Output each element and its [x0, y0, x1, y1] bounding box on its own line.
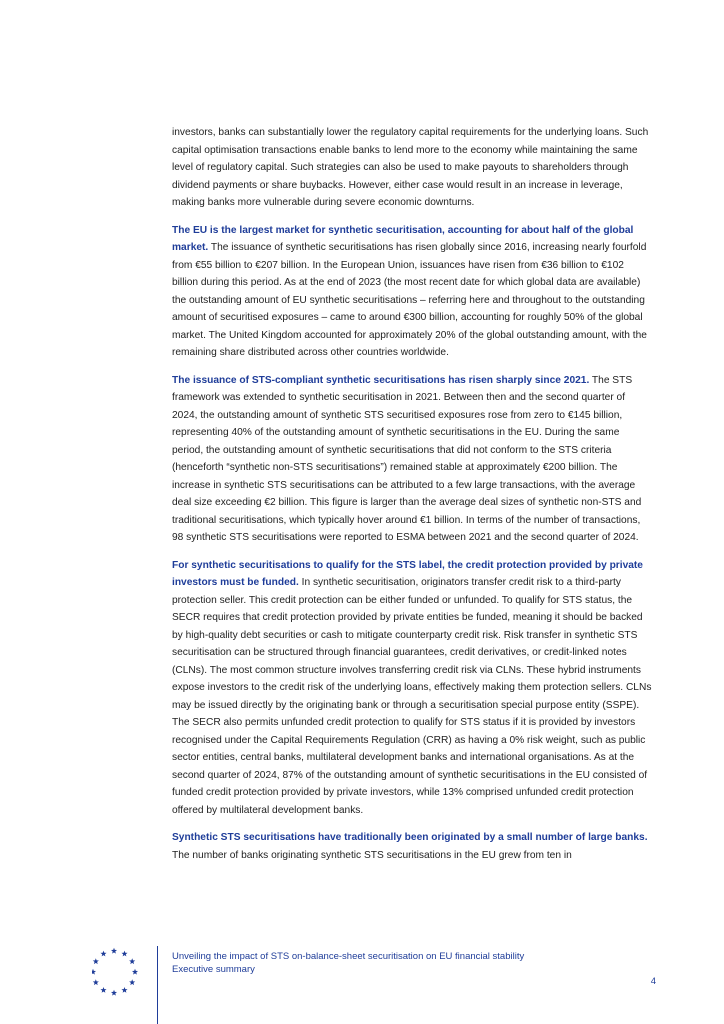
paragraph-1: [172, 124, 652, 212]
paragraph-lead: The issuance of STS-compliant synthetic securitisations has risen sharply since 2021.: [172, 374, 590, 386]
paragraph-3: [172, 372, 652, 547]
paragraph-text: The issuance of synthetic securitisations has risen globally since 2016, increasing nearly fourfold from €55 billion to €207 billion. In the European Union, issuances have risen from €36 billion to €102 billion during this period. As at the end of 2023 (the most recent date for which global data are available) the outstanding amount of EU synthetic securitisations – referring here and throughout to the outstanding amount of securitised exposures – came to around €300 billion, accounting for roughly 50% of the global market. The United Kingdom accounted for approximately 20% of the global outstanding amount, with the remaining share distributed across other countries worldwide.: [172, 242, 647, 358]
footer-divider: [157, 946, 158, 1024]
star-icon: [129, 979, 135, 985]
footer-title: Unveiling the impact of STS on-balance-sheet securitisation on EU financial stability: [172, 951, 525, 962]
paragraph-text: In synthetic securitisation, originators transfer credit risk to a third-party protection seller. This credit protection can be either funded or unfunded. To qualify for STS status, the SECR requires that credit protection provided by private entities be funded, meaning it should be backed by high-quality debt securities or cash to mitigate counterparty credit risk. Risk transfer in synthetic STS securitisation can be structured through financial guarantees, credit derivatives, or credit-linked notes (CLNs). The most common structure involves transferring credit risk via CLNs. These hybrid instruments expose investors to the credit risk of the underlying loans, effectively making them protection sellers. CLNs may be issued directly by the originating bank or through a securitisation special purpose entity (SSPE). The SECR also permits unfunded credit protection to qualify for STS status if it is provided by investors recognised under the Capital Requirements Regulation (CRR) as having a 0% risk weight, such as public sector entities, central banks, multilateral development banks and international organisations. As at the second quarter of 2024, 87% of the outstanding amount of synthetic securitisations in the EU consisted of funded credit protection provided by private investors, while 13% comprised unfunded credit protection offered by multilateral development banks.: [172, 577, 652, 816]
star-icon: [93, 979, 99, 985]
paragraph-lead: The EU is the largest market for synthetic securitisation, accounting for about half of the global market.: [172, 224, 634, 253]
paragraph-lead: For synthetic securitisations to qualify for the STS label, the credit protection provided by private investors must be funded.: [172, 559, 643, 588]
star-icon: [129, 958, 135, 964]
star-icon: [100, 951, 106, 957]
paragraph-4: [172, 557, 652, 820]
body-text: [172, 124, 652, 874]
eu-stars-logo-icon: [92, 946, 148, 998]
paragraph-text: The STS framework was extended to synthetic securitisation in 2021. Between then and the second quarter of 2024, the outstanding amount of synthetic STS securitised exposures rose from zero to €145 billion, representing 40% of the outstanding amount of synthetic securitisations in the EU. During the same period, the outstanding amount of synthetic securitisations that did not conform to the STS criteria (henceforth “synthetic non-STS securitisations”) remained stable at approximately €200 billion. The increase in synthetic STS securitisations can be attributed to a few large transactions, with the average deal size exceeding €2 billion. This figure is larger than the average deal sizes of synthetic non-STS and traditional securitisations, which typically hover around €1 billion. In terms of the number of transactions, 98 synthetic STS securitisations were reported to ESMA between 2021 and the second quarter of 2024.: [172, 374, 642, 543]
star-icon: [132, 969, 138, 975]
paragraph-5: [172, 829, 652, 864]
star-icon: [121, 951, 127, 957]
star-icon: [100, 987, 106, 993]
star-icon: [93, 958, 99, 964]
footer: [172, 950, 524, 976]
footer-subtitle: Executive summary: [172, 964, 255, 975]
star-icon: [111, 990, 117, 996]
star-icon: [121, 987, 127, 993]
star-icon: [111, 948, 117, 954]
paragraph-lead: Synthetic STS securitisations have traditionally been originated by a small number of large banks.: [172, 832, 648, 843]
page-number: 4: [650, 976, 656, 987]
paragraph-text: The number of banks originating synthetic STS securitisations in the EU grew from ten in: [172, 849, 572, 861]
paragraph-2: [172, 222, 652, 362]
paragraph-text: investors, banks can substantially lower the regulatory capital requirements for the underlying loans. Such capital optimisation transactions enable banks to lend more to the economy while maintaining the same level of regulatory capital. Such strategies can also be used to make payouts to shareholders through dividend payments or share buybacks. However, either case would result in an increase in leverage, making banks more vulnerable during severe economic downturns.: [172, 127, 649, 208]
star-icon: [92, 969, 96, 975]
